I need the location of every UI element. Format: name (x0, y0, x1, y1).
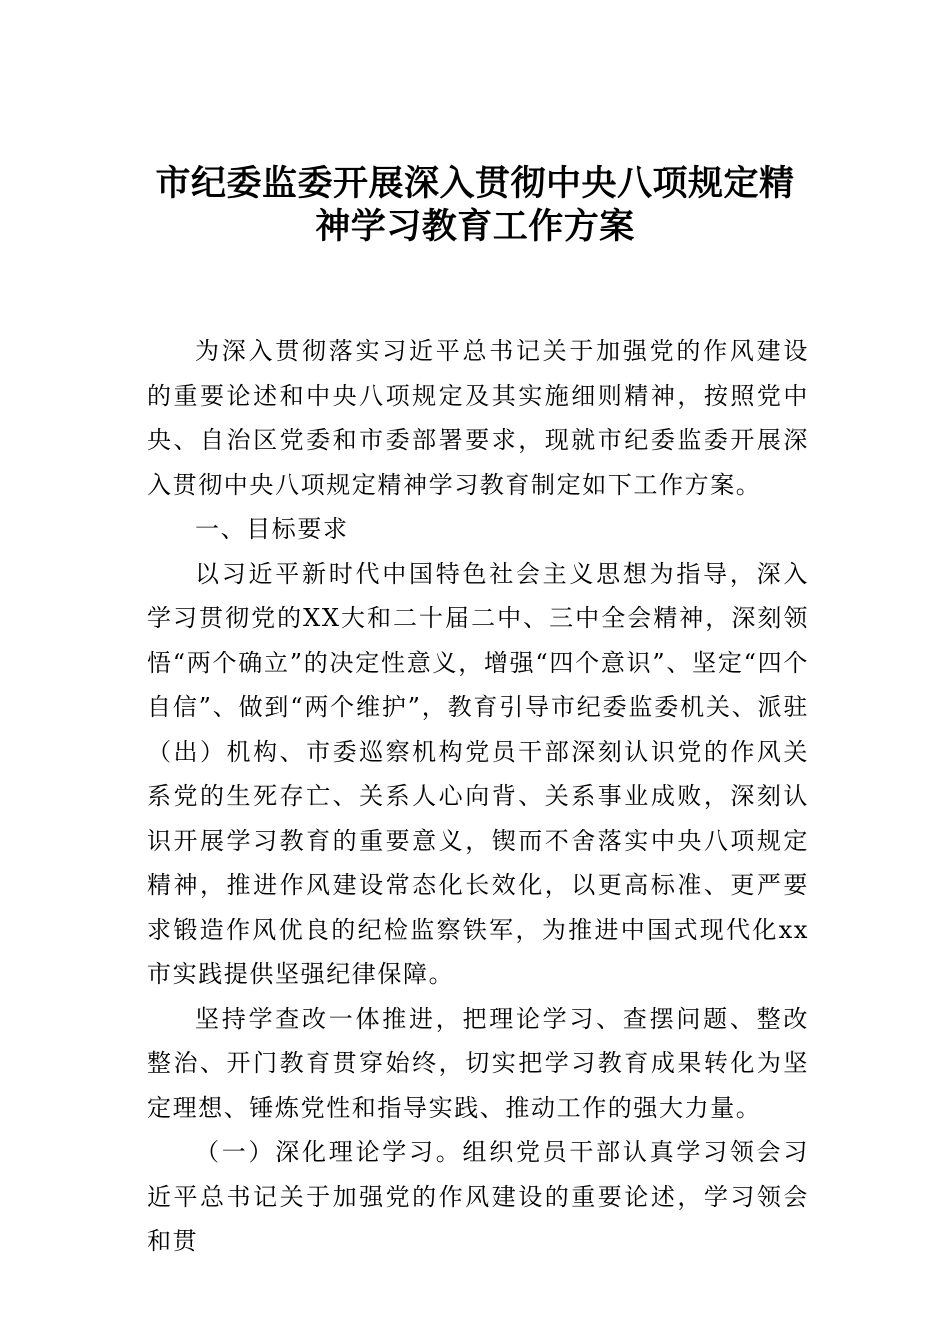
principle-paragraph: 坚持学查改一体推进，把理论学习、查摆问题、整改整治、开门教育贯穿始终，切实把学习教育成果转化为坚定理想、锤炼党性和指导实践、推动工作的强大力量。 (147, 1004, 809, 1122)
document-title-line-1: 市纪委监委开展深入贯彻中央八项规定精 (155, 163, 795, 204)
intro-paragraph: 为深入贯彻落实习近平总书记关于加强党的作风建设的重要论述和中央八项规定及其实施细则精神，按照党中央、自治区党委和市委部署要求，现就市纪委监委开展深入贯彻中央八项规定精神学习教育制定如下工作方案。 (147, 337, 809, 499)
document-title-line-2: 神学习教育工作方案 (315, 206, 635, 247)
theory-study-text: 组织党员干部认真学习领会习近平总书记关于加强党的作风建设的重要论述，学习领会和贯 (147, 1138, 809, 1255)
document-body (147, 329, 809, 1264)
section-heading-goals: 一、目标要求 (195, 515, 349, 543)
theory-study-paragraph (147, 1130, 809, 1264)
theory-study-lead: （一）深化理论学习。 (195, 1138, 463, 1166)
goals-paragraph: 以习近平新时代中国特色社会主义思想为指导，深入学习贯彻党的XX大和二十届二中、三中全会精神，深刻领悟“两个确立”的决定性意义，增强“四个意识”、坚定“四个自信”、做到“两个维护”，教育引导市纪委监委机关、派驻（出）机构、市委巡察机构党员干部深刻认识党的作风关系党的生死存亡、关系人心向背、关系事业成败，深刻认识开展学习教育的重要意义，锲而不舍落实中央八项规定精神，推进作风建设常态化长效化，以更高标准、更严要求锻造作风优良的纪检监察铁军，为推进中国式现代化xx市实践提供坚强纪律保障。 (147, 559, 809, 988)
